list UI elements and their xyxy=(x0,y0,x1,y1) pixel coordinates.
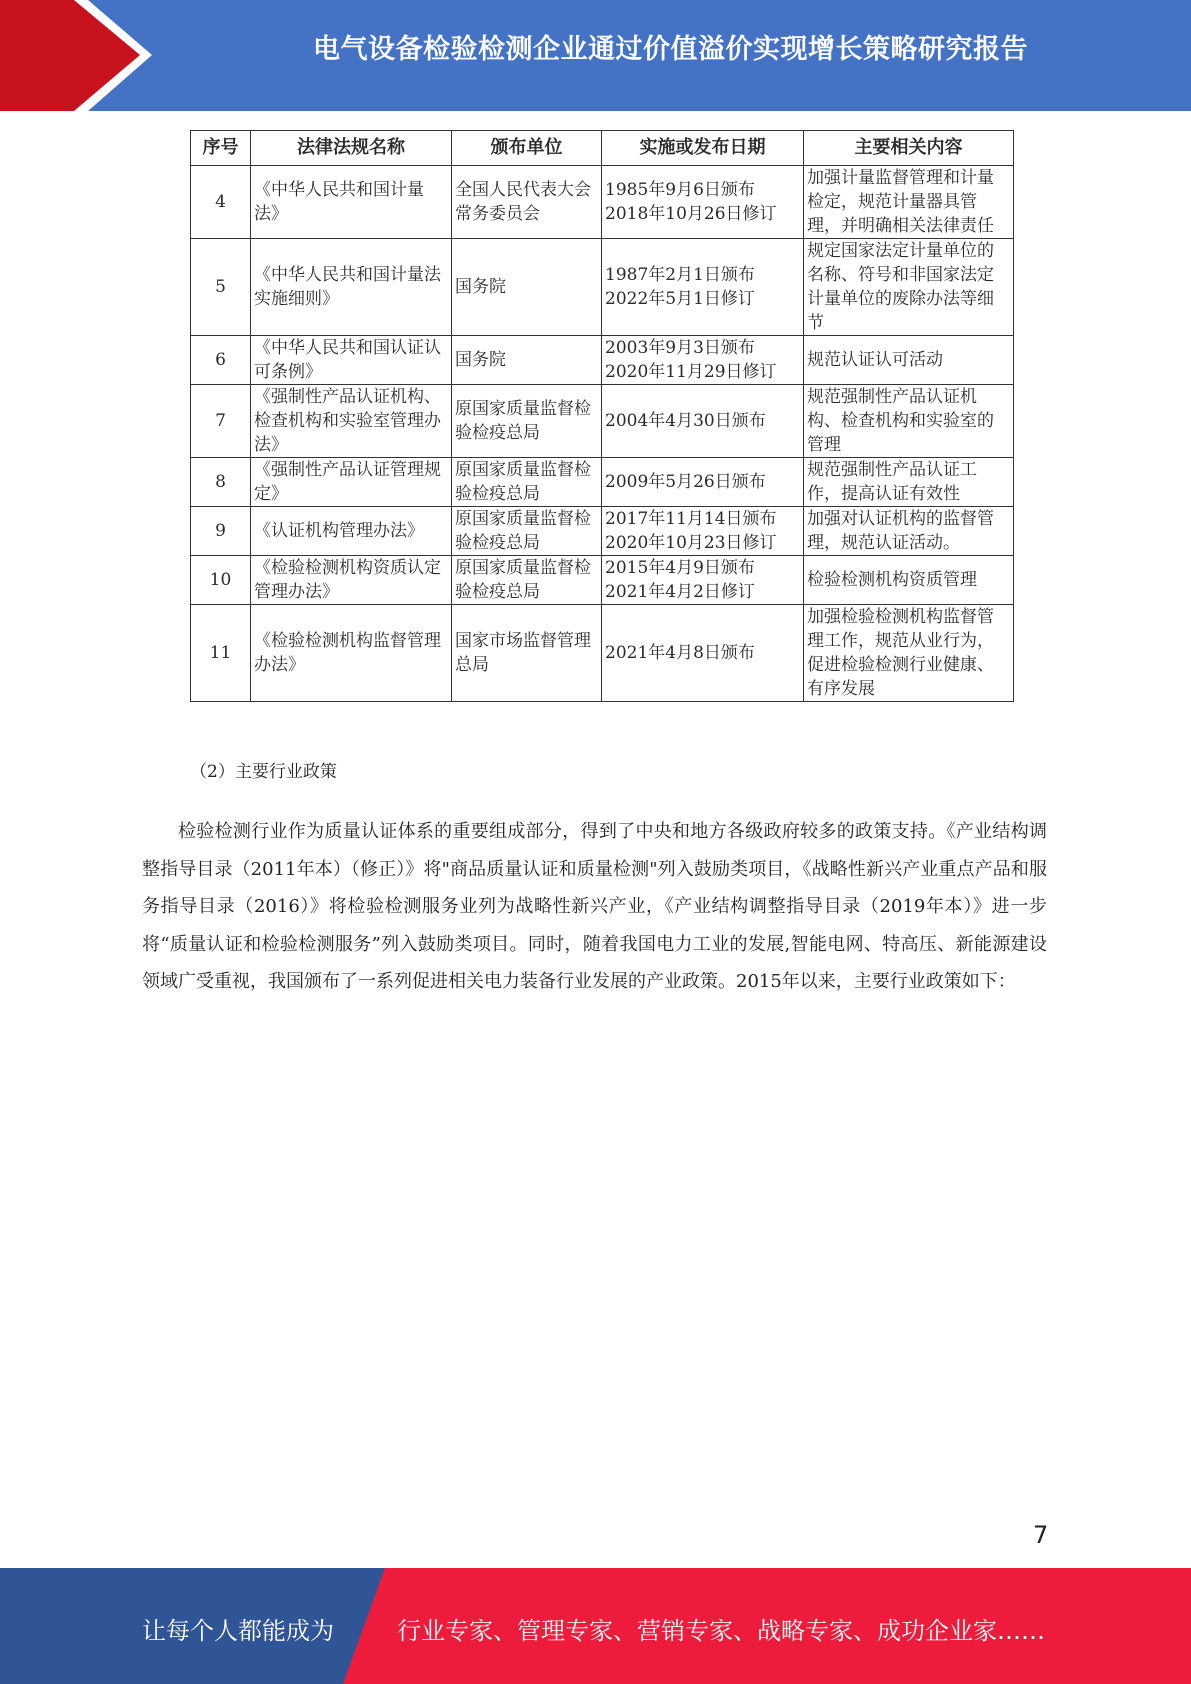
column-header-issuer: 颁布单位 xyxy=(452,131,602,166)
law-name-cell: 《检验检测机构资质认定管理办法》 xyxy=(251,556,452,605)
row-number: 4 xyxy=(191,166,251,239)
law-name-cell: 《强制性产品认证机构、检查机构和实验室管理办法》 xyxy=(251,385,452,458)
issuer-cell: 原国家质量监督检验检疫总局 xyxy=(452,458,602,507)
issuer-cell: 国务院 xyxy=(452,239,602,336)
law-name-cell: 《中华人民共和国计量法》 xyxy=(251,166,452,239)
date-cell: 2021年4月8日颁布 xyxy=(602,605,804,702)
footer-slogan-right: 行业专家、管理专家、营销专家、战略专家、成功企业家…… xyxy=(397,1617,1045,1645)
row-number: 11 xyxy=(191,605,251,702)
issuer-cell: 全国人民代表大会常务委员会 xyxy=(452,166,602,239)
law-name-cell: 《中华人民共和国计量法实施细则》 xyxy=(251,239,452,336)
issuer-cell: 国家市场监督管理总局 xyxy=(452,605,602,702)
law-name-cell: 《中华人民共和国认证认可条例》 xyxy=(251,336,452,385)
table-row xyxy=(191,385,1014,458)
page-number: 7 xyxy=(1033,1521,1049,1549)
row-number: 5 xyxy=(191,239,251,336)
issuer-cell: 原国家质量监督检验检疫总局 xyxy=(452,556,602,605)
date-cell: 2009年5月26日颁布 xyxy=(602,458,804,507)
row-number: 9 xyxy=(191,507,251,556)
table-body xyxy=(191,166,1014,702)
table-header-row xyxy=(191,131,1014,166)
table-row xyxy=(191,605,1014,702)
date-cell: 2003年9月3日颁布 2020年11月29日修订 xyxy=(602,336,804,385)
table-row xyxy=(191,556,1014,605)
report-title: 电气设备检验检测企业通过价值溢价实现增长策略研究报告 xyxy=(313,34,1028,65)
row-number: 7 xyxy=(191,385,251,458)
column-header-law-name: 法律法规名称 xyxy=(251,131,452,166)
issuer-cell: 原国家质量监督检验检疫总局 xyxy=(452,385,602,458)
law-name-cell: 《检验检测机构监督管理办法》 xyxy=(251,605,452,702)
section-paragraph: 检验检测行业作为质量认证体系的重要组成部分，得到了中央和地方各级政府较多的政策支持。《产业结构调整指导目录（2011年本）（修正）》将"商品质量认证和质量检测"列入鼓励类项目，《战略性新兴产业重点产品和服务指导目录（2016）》将检验检测服务业列为战略性新兴产业，《产业结构调整指导目录（2019年本）》进一步将“质量认证和检验检测服务”列入鼓励类项目。同时，随着我国电力工业的发展,智能电网、特高压、新能源建设领域广受重视，我国颁布了一系列促进相关电力装备行业发展的产业政策。2015年以来，主要行业政策如下： xyxy=(142,821,1047,992)
content-cell: 规范认证认可活动 xyxy=(804,336,1014,385)
law-name-cell: 《强制性产品认证管理规定》 xyxy=(251,458,452,507)
date-cell: 2017年11月14日颁布 2020年10月23日修订 xyxy=(602,507,804,556)
table-row xyxy=(191,239,1014,336)
table-row xyxy=(191,336,1014,385)
column-header-date: 实施或发布日期 xyxy=(602,131,804,166)
issuer-cell: 国务院 xyxy=(452,336,602,385)
law-name-cell: 《认证机构管理办法》 xyxy=(251,507,452,556)
date-cell: 1985年9月6日颁布 2018年10月26日修订 xyxy=(602,166,804,239)
date-cell: 2004年4月30日颁布 xyxy=(602,385,804,458)
content-cell: 加强对认证机构的监督管理，规范认证活动。 xyxy=(804,507,1014,556)
issuer-cell: 原国家质量监督检验检疫总局 xyxy=(452,507,602,556)
content-cell: 规范强制性产品认证机构、检查机构和实验室的管理 xyxy=(804,385,1014,458)
table-row xyxy=(191,458,1014,507)
column-header-number: 序号 xyxy=(191,131,251,166)
date-cell: 2015年4月9日颁布 2021年4月2日修订 xyxy=(602,556,804,605)
column-header-content: 主要相关内容 xyxy=(804,131,1014,166)
section-subheading: （2）主要行业政策 xyxy=(190,762,337,782)
footer-slogan-left: 让每个人都能成为 xyxy=(142,1617,334,1645)
table-row xyxy=(191,507,1014,556)
content-cell: 加强计量监督管理和计量检定，规范计量器具管理，并明确相关法律责任 xyxy=(804,166,1014,239)
table-row xyxy=(191,166,1014,239)
content-cell: 规定国家法定计量单位的名称、符号和非国家法定计量单位的废除办法等细节 xyxy=(804,239,1014,336)
content-cell: 规范强制性产品认证工作，提高认证有效性 xyxy=(804,458,1014,507)
date-cell: 1987年2月1日颁布 2022年5月1日修订 xyxy=(602,239,804,336)
content-cell: 检验检测机构资质管理 xyxy=(804,556,1014,605)
row-number: 8 xyxy=(191,458,251,507)
row-number: 6 xyxy=(191,336,251,385)
row-number: 10 xyxy=(191,556,251,605)
content-cell: 加强检验检测机构监督管理工作，规范从业行为，促进检验检测行业健康、有序发展 xyxy=(804,605,1014,702)
regulations-table xyxy=(190,130,1014,702)
